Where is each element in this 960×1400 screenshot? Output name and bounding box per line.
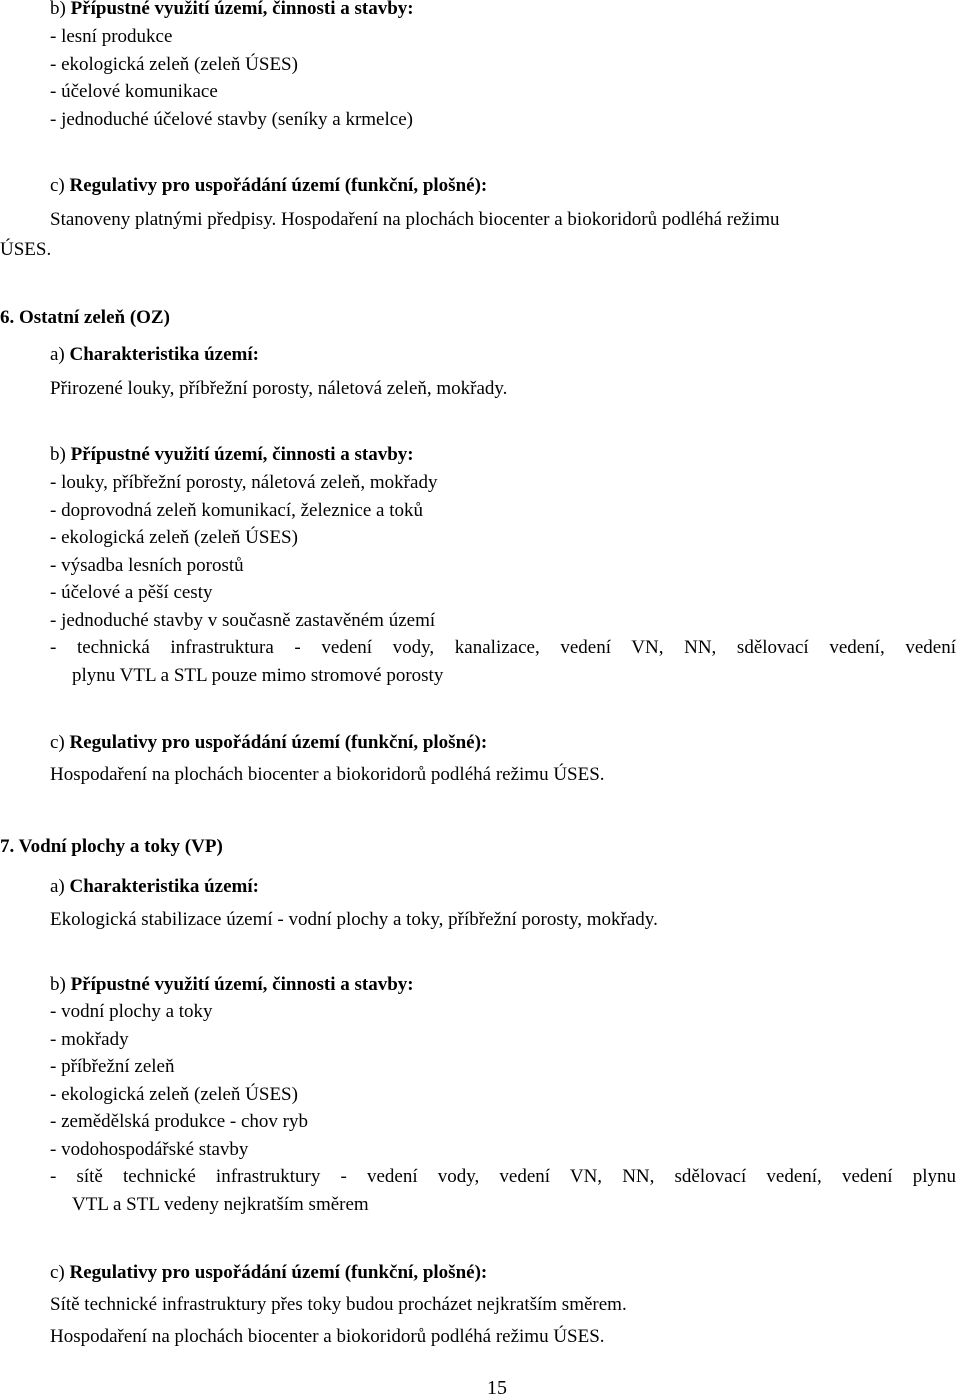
top-b-prefix: b) — [50, 0, 66, 19]
section7-a-text: Ekologická stabilizace území - vodní plochy a toky, příbřežní porosty, mokřady. — [50, 909, 658, 930]
list-item: - jednoduché účelové stavby (seníky a krmelce) — [50, 109, 413, 130]
section7-c-text-line1: Sítě technické infrastruktury přes toky budou procházet nejkratším směrem. — [50, 1294, 627, 1315]
list-item-long-line1: - sítě technické infrastruktury - vedení vody, vedení VN, NN, sdělovací vedení, vedení plynu — [50, 1166, 956, 1187]
list-item-long-line2: VTL a STL vedeny nejkratším směrem — [72, 1194, 369, 1215]
list-item: - výsadba lesních porostů — [50, 555, 244, 576]
list-item: - příbřežní zeleň — [50, 1056, 175, 1077]
list-item: - účelové a pěší cesty — [50, 582, 213, 603]
list-item: - louky, příbřežní porosty, náletová zeleň, mokřady — [50, 472, 438, 493]
list-item: - účelové komunikace — [50, 81, 218, 102]
list-item: - vodohospodářské stavby — [50, 1139, 249, 1160]
section7-c-text-line2: Hospodaření na plochách biocenter a biokoridorů podléhá režimu ÚSES. — [50, 1326, 605, 1347]
section7-c-heading — [50, 1262, 487, 1284]
top-b-heading — [50, 0, 414, 20]
list-item: - lesní produkce — [50, 26, 173, 47]
section6-c-prefix: c) — [50, 732, 65, 753]
section7-b-prefix: b) — [50, 974, 66, 995]
section6-c-text: Hospodaření na plochách biocenter a biokoridorů podléhá režimu ÚSES. — [50, 764, 605, 785]
section6-c-heading-text: Regulativy pro uspořádání území (funkční, plošné): — [69, 732, 488, 753]
section7-heading: 7. Vodní plochy a toky (VP) — [0, 836, 223, 857]
section6-a-heading-text: Charakteristika území: — [69, 344, 259, 365]
section6-a-heading — [50, 344, 259, 366]
section7-a-heading-text: Charakteristika území: — [69, 876, 259, 897]
list-item: - doprovodná zeleň komunikací, železnice a toků — [50, 500, 423, 521]
list-item: - ekologická zeleň (zeleň ÚSES) — [50, 1084, 298, 1105]
section6-heading: 6. Ostatní zeleň (OZ) — [0, 307, 170, 328]
section7-b-heading — [50, 974, 414, 996]
top-b-heading-text: Přípustné využití území, činnosti a stavby: — [70, 0, 414, 19]
section7-b-heading-text: Přípustné využití území, činnosti a stavby: — [70, 974, 414, 995]
top-c-prefix: c) — [50, 175, 65, 196]
list-item-long-line2: plynu VTL a STL pouze mimo stromové porosty — [72, 665, 444, 686]
section6-b-heading-text: Přípustné využití území, činnosti a stavby: — [70, 444, 414, 465]
section6-b-heading — [50, 444, 414, 466]
top-c-text-line2: ÚSES. — [0, 239, 52, 260]
section7-a-heading — [50, 876, 259, 898]
section6-a-text: Přirozené louky, příbřežní porosty, náletová zeleň, mokřady. — [50, 378, 508, 399]
list-item-long-line1: - technická infrastruktura - vedení vody, kanalizace, vedení VN, NN, sdělovací vedení, vedení — [50, 637, 956, 658]
list-item: - zemědělská produkce - chov ryb — [50, 1111, 308, 1132]
list-item: - mokřady — [50, 1029, 129, 1050]
top-c-heading-text: Regulativy pro uspořádání území (funkční, plošné): — [69, 175, 488, 196]
page-number: 15 — [487, 1377, 507, 1399]
section6-c-heading — [50, 732, 487, 754]
section7-a-prefix: a) — [50, 876, 65, 897]
section6-b-prefix: b) — [50, 444, 66, 465]
section6-a-prefix: a) — [50, 344, 65, 365]
section7-c-prefix: c) — [50, 1262, 65, 1283]
list-item: - vodní plochy a toky — [50, 1001, 213, 1022]
top-c-heading — [50, 175, 487, 197]
list-item: - ekologická zeleň (zeleň ÚSES) — [50, 54, 298, 75]
list-item: - jednoduché stavby v současně zastavěném území — [50, 610, 436, 631]
top-c-text-line1: Stanoveny platnými předpisy. Hospodaření na plochách biocenter a biokoridorů podléhá režimu — [50, 209, 780, 230]
list-item: - ekologická zeleň (zeleň ÚSES) — [50, 527, 298, 548]
section7-c-heading-text: Regulativy pro uspořádání území (funkční, plošné): — [69, 1262, 488, 1283]
